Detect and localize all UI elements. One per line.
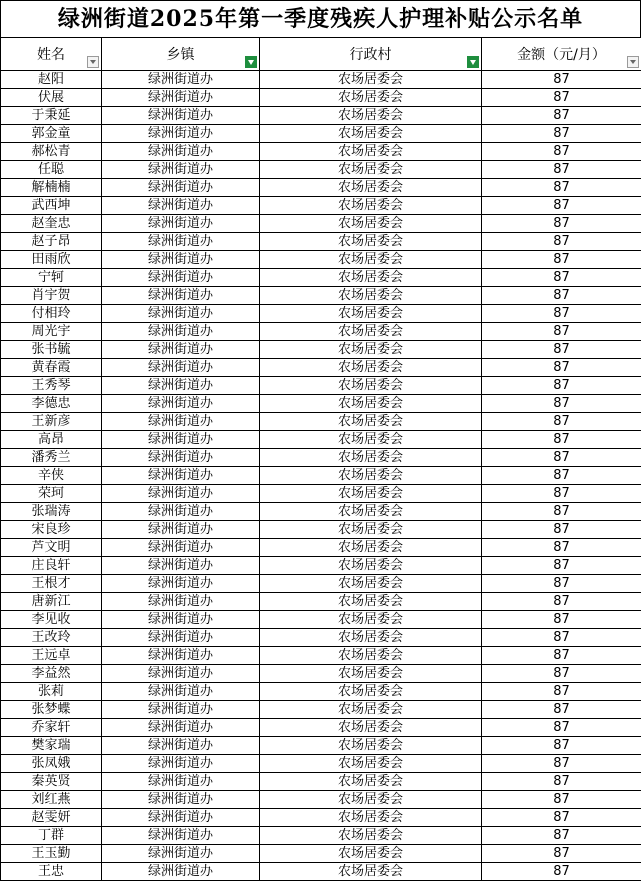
cell-village[interactable]: 农场居委会 [260, 827, 482, 845]
cell-village[interactable]: 农场居委会 [260, 251, 482, 269]
cell-amount[interactable]: 87 [482, 665, 641, 683]
cell-amount[interactable]: 87 [482, 215, 641, 233]
cell-town[interactable]: 绿洲街道办 [102, 665, 260, 683]
table-row [1, 755, 641, 773]
cell-village[interactable]: 农场居委会 [260, 485, 482, 503]
cell-name[interactable]: 张莉 [1, 683, 102, 701]
cell-village[interactable]: 农场居委会 [260, 287, 482, 305]
cell-town[interactable]: 绿洲街道办 [102, 323, 260, 341]
table-row [1, 683, 641, 701]
cell-town[interactable]: 绿洲街道办 [102, 683, 260, 701]
cell-village[interactable]: 农场居委会 [260, 647, 482, 665]
cell-name[interactable]: 王新彦 [1, 413, 102, 431]
cell-name[interactable]: 秦英贤 [1, 773, 102, 791]
filter-dropdown-icon[interactable] [87, 56, 99, 68]
cell-amount[interactable]: 87 [482, 755, 641, 773]
cell-town[interactable]: 绿洲街道办 [102, 467, 260, 485]
cell-name[interactable]: 王根才 [1, 575, 102, 593]
cell-village[interactable]: 农场居委会 [260, 341, 482, 359]
table-row [1, 845, 641, 863]
cell-town[interactable]: 绿洲街道办 [102, 791, 260, 809]
cell-name[interactable]: 李德忠 [1, 395, 102, 413]
cell-amount[interactable]: 87 [482, 287, 641, 305]
cell-amount[interactable]: 87 [482, 413, 641, 431]
cell-town[interactable]: 绿洲街道办 [102, 305, 260, 323]
cell-town[interactable]: 绿洲街道办 [102, 647, 260, 665]
cell-name[interactable]: 张凤娥 [1, 755, 102, 773]
cell-village[interactable]: 农场居委会 [260, 431, 482, 449]
filter-active-icon[interactable] [467, 56, 479, 68]
cell-village[interactable]: 农场居委会 [260, 701, 482, 719]
cell-amount[interactable]: 87 [482, 557, 641, 575]
table-row [1, 539, 641, 557]
cell-name[interactable]: 李见收 [1, 611, 102, 629]
cell-amount[interactable]: 87 [482, 575, 641, 593]
cell-amount[interactable]: 87 [482, 71, 641, 89]
cell-town[interactable]: 绿洲街道办 [102, 827, 260, 845]
cell-village[interactable]: 农场居委会 [260, 791, 482, 809]
cell-name[interactable]: 王玉勤 [1, 845, 102, 863]
header-name [1, 38, 102, 71]
cell-amount[interactable]: 87 [482, 503, 641, 521]
table-row [1, 143, 641, 161]
subsidy-table [0, 37, 641, 881]
table-row [1, 197, 641, 215]
cell-town[interactable]: 绿洲街道办 [102, 233, 260, 251]
cell-amount[interactable]: 87 [482, 269, 641, 287]
cell-village[interactable]: 农场居委会 [260, 197, 482, 215]
table-row [1, 701, 641, 719]
cell-name[interactable]: 赵奎忠 [1, 215, 102, 233]
cell-village[interactable]: 农场居委会 [260, 539, 482, 557]
table-row [1, 863, 641, 881]
table-row [1, 179, 641, 197]
table-row [1, 215, 641, 233]
cell-town[interactable]: 绿洲街道办 [102, 71, 260, 89]
cell-village[interactable]: 农场居委会 [260, 395, 482, 413]
cell-town[interactable]: 绿洲街道办 [102, 359, 260, 377]
cell-amount[interactable]: 87 [482, 539, 641, 557]
cell-name[interactable]: 赵阳 [1, 71, 102, 89]
table-row [1, 773, 641, 791]
header-label: 乡镇 [166, 47, 195, 63]
cell-town[interactable]: 绿洲街道办 [102, 215, 260, 233]
cell-name[interactable]: 王忠 [1, 863, 102, 881]
cell-town[interactable]: 绿洲街道办 [102, 539, 260, 557]
table-row [1, 719, 641, 737]
cell-name[interactable]: 赵子昂 [1, 233, 102, 251]
cell-village[interactable]: 农场居委会 [260, 359, 482, 377]
filter-dropdown-icon[interactable] [627, 56, 639, 68]
cell-village[interactable]: 农场居委会 [260, 161, 482, 179]
cell-town[interactable]: 绿洲街道办 [102, 431, 260, 449]
cell-name[interactable]: 唐新江 [1, 593, 102, 611]
cell-village[interactable]: 农场居委会 [260, 125, 482, 143]
cell-amount[interactable]: 87 [482, 323, 641, 341]
cell-town[interactable]: 绿洲街道办 [102, 89, 260, 107]
header-amount [482, 38, 641, 71]
cell-amount[interactable]: 87 [482, 647, 641, 665]
cell-town[interactable]: 绿洲街道办 [102, 143, 260, 161]
cell-amount[interactable]: 87 [482, 773, 641, 791]
cell-amount[interactable]: 87 [482, 431, 641, 449]
cell-name[interactable]: 张书毓 [1, 341, 102, 359]
cell-village[interactable]: 农场居委会 [260, 557, 482, 575]
cell-amount[interactable]: 87 [482, 161, 641, 179]
cell-village[interactable]: 农场居委会 [260, 773, 482, 791]
cell-name[interactable]: 于秉延 [1, 107, 102, 125]
cell-town[interactable]: 绿洲街道办 [102, 611, 260, 629]
cell-amount[interactable]: 87 [482, 89, 641, 107]
cell-town[interactable]: 绿洲街道办 [102, 737, 260, 755]
cell-amount[interactable]: 87 [482, 233, 641, 251]
cell-name[interactable]: 田雨欣 [1, 251, 102, 269]
cell-town[interactable]: 绿洲街道办 [102, 503, 260, 521]
table-row [1, 809, 641, 827]
table-row [1, 395, 641, 413]
cell-amount[interactable]: 87 [482, 701, 641, 719]
cell-name[interactable]: 解楠楠 [1, 179, 102, 197]
cell-town[interactable]: 绿洲街道办 [102, 197, 260, 215]
cell-amount[interactable]: 87 [482, 593, 641, 611]
cell-name[interactable]: 辛侠 [1, 467, 102, 485]
table-row [1, 377, 641, 395]
header-village [260, 38, 482, 71]
cell-amount[interactable]: 87 [482, 611, 641, 629]
cell-amount[interactable]: 87 [482, 845, 641, 863]
cell-town[interactable]: 绿洲街道办 [102, 773, 260, 791]
cell-amount[interactable]: 87 [482, 827, 641, 845]
cell-town[interactable]: 绿洲街道办 [102, 125, 260, 143]
cell-village[interactable]: 农场居委会 [260, 269, 482, 287]
sheet-title: 绿洲街道2025年第一季度残疾人护理补贴公示名单 [0, 0, 641, 37]
cell-amount[interactable]: 87 [482, 143, 641, 161]
cell-amount[interactable]: 87 [482, 737, 641, 755]
cell-amount[interactable]: 87 [482, 485, 641, 503]
cell-town[interactable]: 绿洲街道办 [102, 287, 260, 305]
cell-town[interactable]: 绿洲街道办 [102, 629, 260, 647]
cell-name[interactable]: 赵雯妍 [1, 809, 102, 827]
cell-village[interactable]: 农场居委会 [260, 215, 482, 233]
table-row [1, 287, 641, 305]
cell-village[interactable]: 农场居委会 [260, 467, 482, 485]
cell-town[interactable]: 绿洲街道办 [102, 809, 260, 827]
cell-name[interactable]: 王远卓 [1, 647, 102, 665]
cell-amount[interactable]: 87 [482, 251, 641, 269]
table-row [1, 827, 641, 845]
cell-village[interactable]: 农场居委会 [260, 449, 482, 467]
table-row [1, 503, 641, 521]
cell-name[interactable]: 刘红燕 [1, 791, 102, 809]
cell-amount[interactable]: 87 [482, 305, 641, 323]
cell-amount[interactable]: 87 [482, 359, 641, 377]
cell-name[interactable]: 武西坤 [1, 197, 102, 215]
cell-town[interactable]: 绿洲街道办 [102, 485, 260, 503]
cell-village[interactable]: 农场居委会 [260, 809, 482, 827]
cell-name[interactable]: 任聪 [1, 161, 102, 179]
cell-amount[interactable]: 87 [482, 791, 641, 809]
cell-name[interactable]: 高昂 [1, 431, 102, 449]
cell-amount[interactable]: 87 [482, 395, 641, 413]
header-row [1, 38, 641, 71]
header-town [102, 38, 260, 71]
table-row [1, 71, 641, 89]
table-row [1, 125, 641, 143]
cell-town[interactable]: 绿洲街道办 [102, 755, 260, 773]
cell-amount[interactable]: 87 [482, 467, 641, 485]
cell-name[interactable]: 樊家瑞 [1, 737, 102, 755]
cell-town[interactable]: 绿洲街道办 [102, 449, 260, 467]
cell-name[interactable]: 郭金童 [1, 125, 102, 143]
cell-town[interactable]: 绿洲街道办 [102, 719, 260, 737]
table-row [1, 251, 641, 269]
table-row [1, 737, 641, 755]
table-row [1, 791, 641, 809]
table-row [1, 521, 641, 539]
cell-town[interactable]: 绿洲街道办 [102, 161, 260, 179]
cell-village[interactable]: 农场居委会 [260, 683, 482, 701]
cell-village[interactable]: 农场居委会 [260, 629, 482, 647]
cell-name[interactable]: 宋良珍 [1, 521, 102, 539]
header-label: 行政村 [349, 47, 392, 63]
cell-amount[interactable]: 87 [482, 629, 641, 647]
table-row [1, 611, 641, 629]
cell-name[interactable]: 王秀琴 [1, 377, 102, 395]
cell-town[interactable]: 绿洲街道办 [102, 521, 260, 539]
cell-village[interactable]: 农场居委会 [260, 845, 482, 863]
cell-village[interactable]: 农场居委会 [260, 89, 482, 107]
table-row [1, 575, 641, 593]
cell-amount[interactable]: 87 [482, 449, 641, 467]
cell-village[interactable]: 农场居委会 [260, 665, 482, 683]
table-row [1, 647, 641, 665]
cell-amount[interactable]: 87 [482, 107, 641, 125]
table-row [1, 557, 641, 575]
cell-town[interactable]: 绿洲街道办 [102, 863, 260, 881]
cell-village[interactable]: 农场居委会 [260, 863, 482, 881]
cell-amount[interactable]: 87 [482, 719, 641, 737]
cell-amount[interactable]: 87 [482, 521, 641, 539]
table-row [1, 485, 641, 503]
cell-town[interactable]: 绿洲街道办 [102, 593, 260, 611]
cell-village[interactable]: 农场居委会 [260, 593, 482, 611]
table-row [1, 593, 641, 611]
table-row [1, 269, 641, 287]
cell-name[interactable]: 付相玲 [1, 305, 102, 323]
cell-village[interactable]: 农场居委会 [260, 413, 482, 431]
table-row [1, 431, 641, 449]
table-row [1, 449, 641, 467]
cell-village[interactable]: 农场居委会 [260, 233, 482, 251]
cell-village[interactable]: 农场居委会 [260, 305, 482, 323]
cell-village[interactable]: 农场居委会 [260, 377, 482, 395]
cell-name[interactable]: 伏展 [1, 89, 102, 107]
cell-town[interactable]: 绿洲街道办 [102, 845, 260, 863]
cell-town[interactable]: 绿洲街道办 [102, 701, 260, 719]
cell-village[interactable]: 农场居委会 [260, 575, 482, 593]
table-row [1, 629, 641, 647]
cell-name[interactable]: 荣珂 [1, 485, 102, 503]
cell-name[interactable]: 王改玲 [1, 629, 102, 647]
cell-town[interactable]: 绿洲街道办 [102, 341, 260, 359]
cell-name[interactable]: 张瑞涛 [1, 503, 102, 521]
cell-village[interactable]: 农场居委会 [260, 179, 482, 197]
table-body [1, 71, 641, 881]
cell-name[interactable]: 张梦蝶 [1, 701, 102, 719]
cell-name[interactable]: 丁群 [1, 827, 102, 845]
cell-amount[interactable]: 87 [482, 125, 641, 143]
cell-name[interactable]: 肖宇贺 [1, 287, 102, 305]
cell-amount[interactable]: 87 [482, 197, 641, 215]
table-row [1, 665, 641, 683]
table-row [1, 413, 641, 431]
table-row [1, 323, 641, 341]
cell-town[interactable]: 绿洲街道办 [102, 575, 260, 593]
cell-town[interactable]: 绿洲街道办 [102, 251, 260, 269]
cell-village[interactable]: 农场居委会 [260, 323, 482, 341]
cell-village[interactable]: 农场居委会 [260, 521, 482, 539]
cell-village[interactable]: 农场居委会 [260, 107, 482, 125]
cell-name[interactable]: 宁轲 [1, 269, 102, 287]
table-row [1, 467, 641, 485]
cell-name[interactable]: 周光宇 [1, 323, 102, 341]
cell-name[interactable]: 黄春霞 [1, 359, 102, 377]
cell-village[interactable]: 农场居委会 [260, 755, 482, 773]
cell-village[interactable]: 农场居委会 [260, 737, 482, 755]
cell-amount[interactable]: 87 [482, 377, 641, 395]
table-row [1, 89, 641, 107]
table-row [1, 107, 641, 125]
table-row [1, 233, 641, 251]
cell-amount[interactable]: 87 [482, 809, 641, 827]
cell-amount[interactable]: 87 [482, 863, 641, 881]
cell-name[interactable]: 郝松青 [1, 143, 102, 161]
cell-amount[interactable]: 87 [482, 179, 641, 197]
cell-amount[interactable]: 87 [482, 341, 641, 359]
header-label: 姓名 [37, 47, 65, 63]
cell-village[interactable]: 农场居委会 [260, 611, 482, 629]
cell-town[interactable]: 绿洲街道办 [102, 179, 260, 197]
table-row [1, 161, 641, 179]
cell-name[interactable]: 乔家轩 [1, 719, 102, 737]
cell-town[interactable]: 绿洲街道办 [102, 107, 260, 125]
cell-name[interactable]: 芦文明 [1, 539, 102, 557]
cell-name[interactable]: 潘秀兰 [1, 449, 102, 467]
cell-name[interactable]: 庄良轩 [1, 557, 102, 575]
cell-town[interactable]: 绿洲街道办 [102, 269, 260, 287]
cell-village[interactable]: 农场居委会 [260, 719, 482, 737]
filter-active-icon[interactable] [245, 56, 257, 68]
cell-amount[interactable]: 87 [482, 683, 641, 701]
cell-name[interactable]: 李益然 [1, 665, 102, 683]
table-row [1, 341, 641, 359]
cell-town[interactable]: 绿洲街道办 [102, 395, 260, 413]
cell-village[interactable]: 农场居委会 [260, 71, 482, 89]
table-row [1, 359, 641, 377]
cell-town[interactable]: 绿洲街道办 [102, 557, 260, 575]
cell-village[interactable]: 农场居委会 [260, 503, 482, 521]
table-row [1, 305, 641, 323]
cell-town[interactable]: 绿洲街道办 [102, 377, 260, 395]
header-label: 金额（元/月） [517, 47, 606, 63]
cell-village[interactable]: 农场居委会 [260, 143, 482, 161]
cell-town[interactable]: 绿洲街道办 [102, 413, 260, 431]
